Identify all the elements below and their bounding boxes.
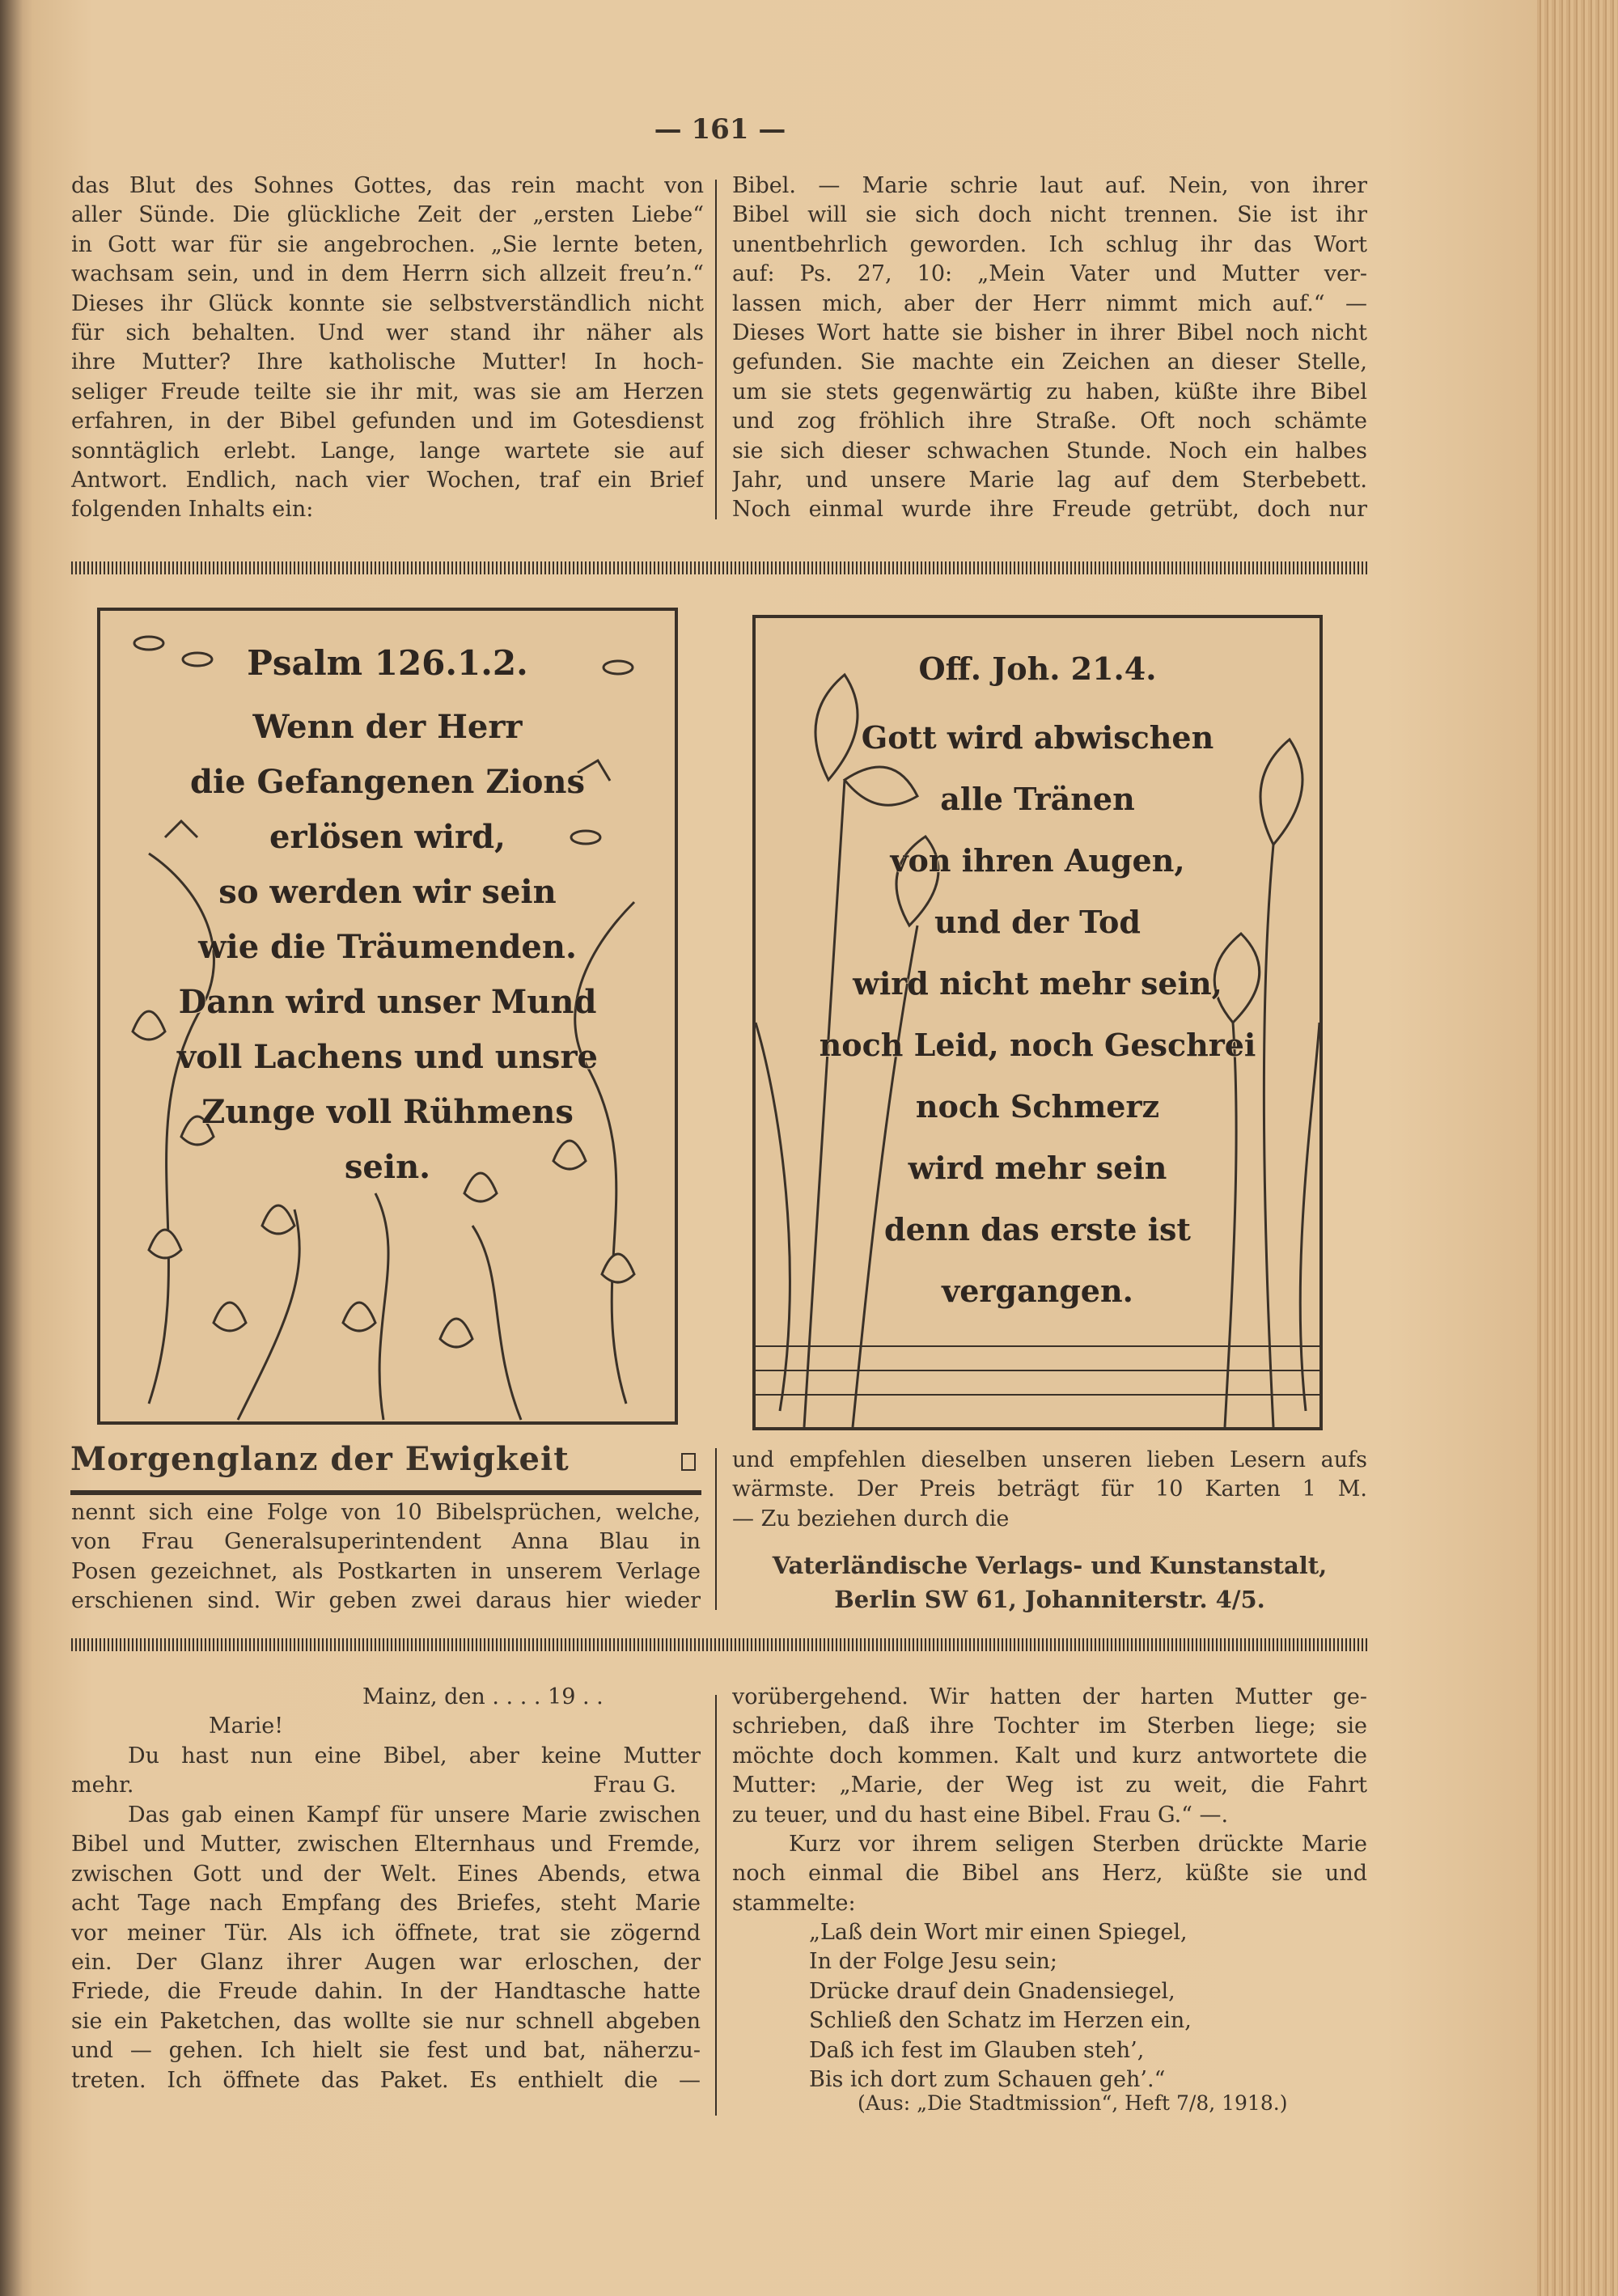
text-line: Dieses ihr Glück konnte sie selbstverständlich nicht — [71, 290, 704, 316]
heading-rule — [70, 1490, 701, 1495]
bottom-left-column — [71, 1801, 701, 2095]
column-divider — [715, 1695, 717, 2116]
text-line: noch einmal die Bibel ans Herz, küßte sie und — [732, 1861, 1367, 1887]
poem-line: „Laß dein Wort mir einen Spiegel, — [809, 1920, 1188, 1945]
text-line: schrieben, daß ihre Tochter im Sterben liege; sie — [732, 1714, 1367, 1739]
text-line: sonntäglich erlebt. Lange, lange wartete sie auf — [71, 438, 704, 464]
text-line: wärmste. Der Preis beträgt für 10 Karten 1 M. — [732, 1476, 1367, 1502]
letter-date: Mainz, den . . . . 19 . . — [362, 1684, 604, 1709]
column-divider — [715, 1448, 717, 1610]
poem-line: Schließ den Schatz im Herzen ein, — [809, 2008, 1192, 2034]
book-spine-edge — [0, 0, 32, 2296]
text-line: von Frau Generalsuperintendent Anna Blau in — [71, 1529, 701, 1555]
verse-line: alle Tränen — [940, 781, 1135, 817]
text-line: Jahr, und unsere Marie lag auf dem Sterbebett. — [732, 468, 1367, 494]
top-right-column — [732, 172, 1367, 525]
text-line: in Gott war für sie angebrochen. „Sie lernte beten, — [71, 231, 704, 257]
verse-line: erlösen wird, — [269, 818, 506, 856]
text-line: Antwort. Endlich, nach vier Wochen, traf ein Brief — [71, 468, 704, 494]
text-line: vorübergehend. Wir hatten der harten Mutter ge- — [732, 1684, 1367, 1709]
poem — [809, 1918, 1375, 2095]
verse-line: Wenn der Herr — [252, 708, 523, 746]
verse-line: die Gefangenen Zions — [190, 763, 585, 801]
poem-line: Daß ich fest im Glauben steh’, — [809, 2037, 1145, 2063]
text-line: lassen mich, aber der Herr nimmt mich auf.“ — — [732, 290, 1367, 316]
postcard-psalm-illustration — [97, 608, 678, 1425]
postcard-revelation-illustration — [752, 615, 1323, 1430]
text-line: folgenden Inhalts ein: — [71, 497, 314, 523]
text-line: Dieses Wort hatte sie bisher in ihrer Bibel noch nicht — [732, 320, 1367, 346]
verse-line: Gott wird abwischen — [861, 719, 1214, 756]
square-ornament-icon — [681, 1453, 696, 1471]
verse-line: voll Lachens und unsre — [177, 1038, 598, 1076]
text-line: erfahren, in der Bibel gefunden und im Gotesdienst — [71, 409, 704, 434]
text-line: das Blut des Sohnes Gottes, das rein macht von — [71, 173, 704, 198]
card-reference: Off. Joh. 21.4. — [918, 650, 1157, 687]
card-reference: Psalm 126.1.2. — [247, 643, 528, 683]
text-line: um sie stets gegenwärtig zu haben, küßte ihre Bibel — [732, 379, 1367, 405]
text-line: sie sich dieser schwachen Stunde. Noch ein halbes — [732, 438, 1367, 464]
publisher-name: Vaterländische Verlags- und Kunstanstalt, — [772, 1552, 1328, 1579]
verse-line: noch Leid, noch Geschrei — [819, 1027, 1256, 1063]
text-line: nennt sich eine Folge von 10 Bibelsprüchen, welche, — [71, 1500, 701, 1525]
publisher-address: Berlin SW 61, Johanniterstr. 4/5. — [834, 1586, 1265, 1613]
letter — [71, 1683, 701, 1801]
page-stack-edge — [1537, 0, 1618, 2296]
text-line: erschienen sind. Wir geben zwei daraus hier wieder — [71, 1588, 701, 1614]
bottom-right-column — [732, 1683, 1367, 1918]
text-line: gefunden. Sie machte ein Zeichen an dieser Stelle, — [732, 349, 1367, 375]
citation: (Aus: „Die Stadtmission“, Heft 7/8, 1918.) — [858, 2091, 1288, 2115]
hatched-rule — [71, 1638, 1367, 1651]
card-verse — [756, 707, 1319, 1322]
text-line: vor meiner Tür. Als ich öffnete, trat sie zögernd — [71, 1920, 701, 1946]
text-line: für sich behalten. Und wer stand ihr näher als — [71, 320, 704, 346]
text-line: Bibel. — Marie schrie laut auf. Nein, von ihrer — [732, 173, 1367, 198]
text-line: Das gab einen Kampf für unsere Marie zwischen — [128, 1802, 701, 1828]
letter-signature: Frau G. — [593, 1773, 676, 1798]
verse-line: so werden wir sein — [218, 873, 557, 911]
text-line: und — gehen. Ich hielt sie fest und bat, näherzu- — [71, 2038, 701, 2064]
letter-body: Du hast nun eine Bibel, aber keine Mutter — [128, 1743, 701, 1769]
card-verse — [100, 700, 675, 1195]
verse-line: von ihren Augen, — [890, 842, 1185, 879]
text-line: ihre Mutter? Ihre katholische Mutter! In hoch- — [71, 349, 704, 375]
notice-right-text — [732, 1446, 1367, 1534]
verse-line: wird nicht mehr sein, — [853, 965, 1222, 1002]
text-line: — Zu beziehen durch die — [732, 1506, 1010, 1531]
verse-line: sein. — [344, 1148, 431, 1186]
verse-line: wird mehr sein — [908, 1150, 1167, 1186]
text-line: möchte doch kommen. Kalt und kurz antwortete die — [732, 1743, 1367, 1769]
poem-line: In der Folge Jesu sein; — [809, 1949, 1057, 1975]
notice-left-text — [71, 1498, 701, 1616]
verse-line: Dann wird unser Mund — [178, 983, 597, 1021]
verse-line: denn das erste ist — [884, 1211, 1191, 1248]
text-line: Friede, die Freude dahin. In der Handtasche hatte — [71, 1979, 701, 2005]
top-left-column — [71, 172, 704, 525]
page-number: — 161 — — [654, 113, 786, 146]
poem-line: Bis ich dort zum Schauen geh’.“ — [809, 2067, 1166, 2093]
text-line: acht Tage nach Empfang des Briefes, steht Marie — [71, 1891, 701, 1917]
text-line: Bibel will sie sich doch nicht trennen. Sie ist ihr — [732, 202, 1367, 228]
poem-line: Drücke drauf dein Gnadensiegel, — [809, 1978, 1175, 2004]
text-line: aller Sünde. Die glückliche Zeit der „ersten Liebe“ — [71, 202, 704, 228]
text-line: auf: Ps. 27, 10: „Mein Vater und Mutter ver- — [732, 261, 1367, 287]
text-line: Noch einmal wurde ihre Freude getrübt, doch nur — [732, 497, 1367, 523]
hatched-rule — [71, 561, 1367, 574]
text-line: wachsam sein, und in dem Herrn sich allzeit freu’n.“ — [71, 261, 704, 287]
text-line: stammelte: — [732, 1890, 856, 1916]
text-line: sie ein Paketchen, das wollte sie nur schnell abgeben — [71, 2008, 701, 2034]
verse-line: Zunge voll Rühmens — [201, 1093, 574, 1131]
text-line: treten. Ich öffnete das Paket. Es enthielt die — — [71, 2067, 701, 2093]
text-line: Kurz vor ihrem seligen Sterben drückte Marie — [789, 1832, 1367, 1858]
text-line: seliger Freude teilte sie ihr mit, was sie am Herzen — [71, 379, 704, 405]
verse-line: vergangen. — [942, 1273, 1133, 1309]
column-divider — [715, 180, 717, 519]
text-line: Bibel und Mutter, zwischen Elternhaus und Fremde, — [71, 1832, 701, 1858]
section-heading: Morgenglanz der Ewigkeit — [70, 1440, 570, 1478]
text-line: und empfehlen dieselben unseren lieben Lesern aufs — [732, 1447, 1367, 1472]
text-line: zu teuer, und du hast eine Bibel. Frau G.“ —. — [732, 1802, 1229, 1828]
text-line: Mutter: „Marie, der Weg ist zu weit, die Fahrt — [732, 1773, 1367, 1798]
text-line: Posen gezeichnet, als Postkarten in unserem Verlage — [71, 1558, 701, 1584]
text-line: ein. Der Glanz ihrer Augen war erloschen, der — [71, 1950, 701, 1976]
letter-body-end: mehr. — [71, 1773, 134, 1798]
verse-line: und der Tod — [934, 904, 1141, 940]
text-line: unentbehrlich geworden. Ich schlug ihr das Wort — [732, 231, 1367, 257]
verse-line: noch Schmerz — [915, 1088, 1160, 1125]
text-line: zwischen Gott und der Welt. Eines Abends, etwa — [71, 1861, 701, 1887]
text-line: und zog fröhlich ihre Straße. Oft noch schämte — [732, 409, 1367, 434]
verse-line: wie die Träumenden. — [198, 928, 577, 966]
letter-salutation: Marie! — [209, 1714, 284, 1739]
